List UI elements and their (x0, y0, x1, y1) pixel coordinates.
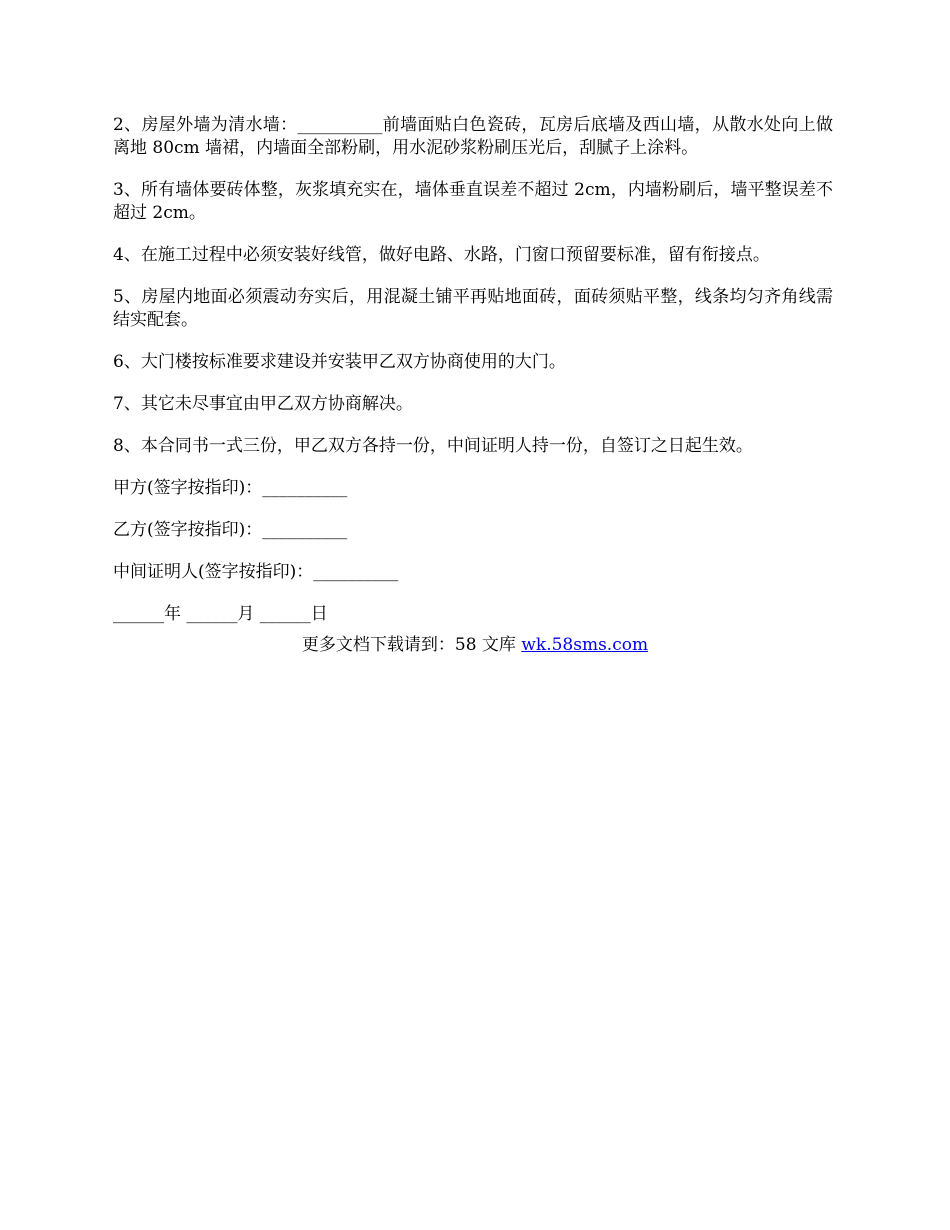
clause-4: 4、在施工过程中必须安装好线管，做好电路、水路，门窗口预留要标准，留有衔接点。 (113, 245, 770, 265)
party-b-signature-line: 乙方(签字按指印)：__________ (113, 520, 348, 540)
footer-link[interactable]: wk.58sms.com (521, 635, 649, 655)
date-line: ______年 ______月 ______日 (113, 604, 328, 624)
clause-5: 5、房屋内地面必须震动夯实后，用混凝土铺平再贴地面砖，面砖须贴平整，线条均匀齐角线需结实配套。 (113, 287, 833, 330)
party-a-signature-line: 甲方(签字按指印)：__________ (113, 478, 348, 498)
clause-6: 6、大门楼按标准要求建设并安装甲乙双方协商使用的大门。 (113, 352, 566, 372)
footer-text: 更多文档下载请到：58 文库 (301, 635, 522, 655)
clause-2: 2、房屋外墙为清水墙：__________前墙面贴白色瓷砖，瓦房后底墙及西山墙，从散水处向上做离地 80cm 墙裙，内墙面全部粉刷，用水泥砂浆粉刷压光后，刮腻子上涂料。 (113, 115, 833, 158)
clause-7: 7、其它未尽事宜由甲乙双方协商解决。 (113, 394, 413, 414)
contract-body (113, 114, 833, 645)
clause-3: 3、所有墙体要砖体整，灰浆填充实在，墙体垂直误差不超过 2cm，内墙粉刷后，墙平整误差不超过 2cm。 (113, 180, 833, 223)
witness-signature-line: 中间证明人(签字按指印)：__________ (113, 562, 399, 582)
clause-8: 8、本合同书一式三份，甲乙双方各持一份，中间证明人持一份，自签订之日起生效。 (113, 436, 753, 456)
download-footer (0, 634, 950, 657)
